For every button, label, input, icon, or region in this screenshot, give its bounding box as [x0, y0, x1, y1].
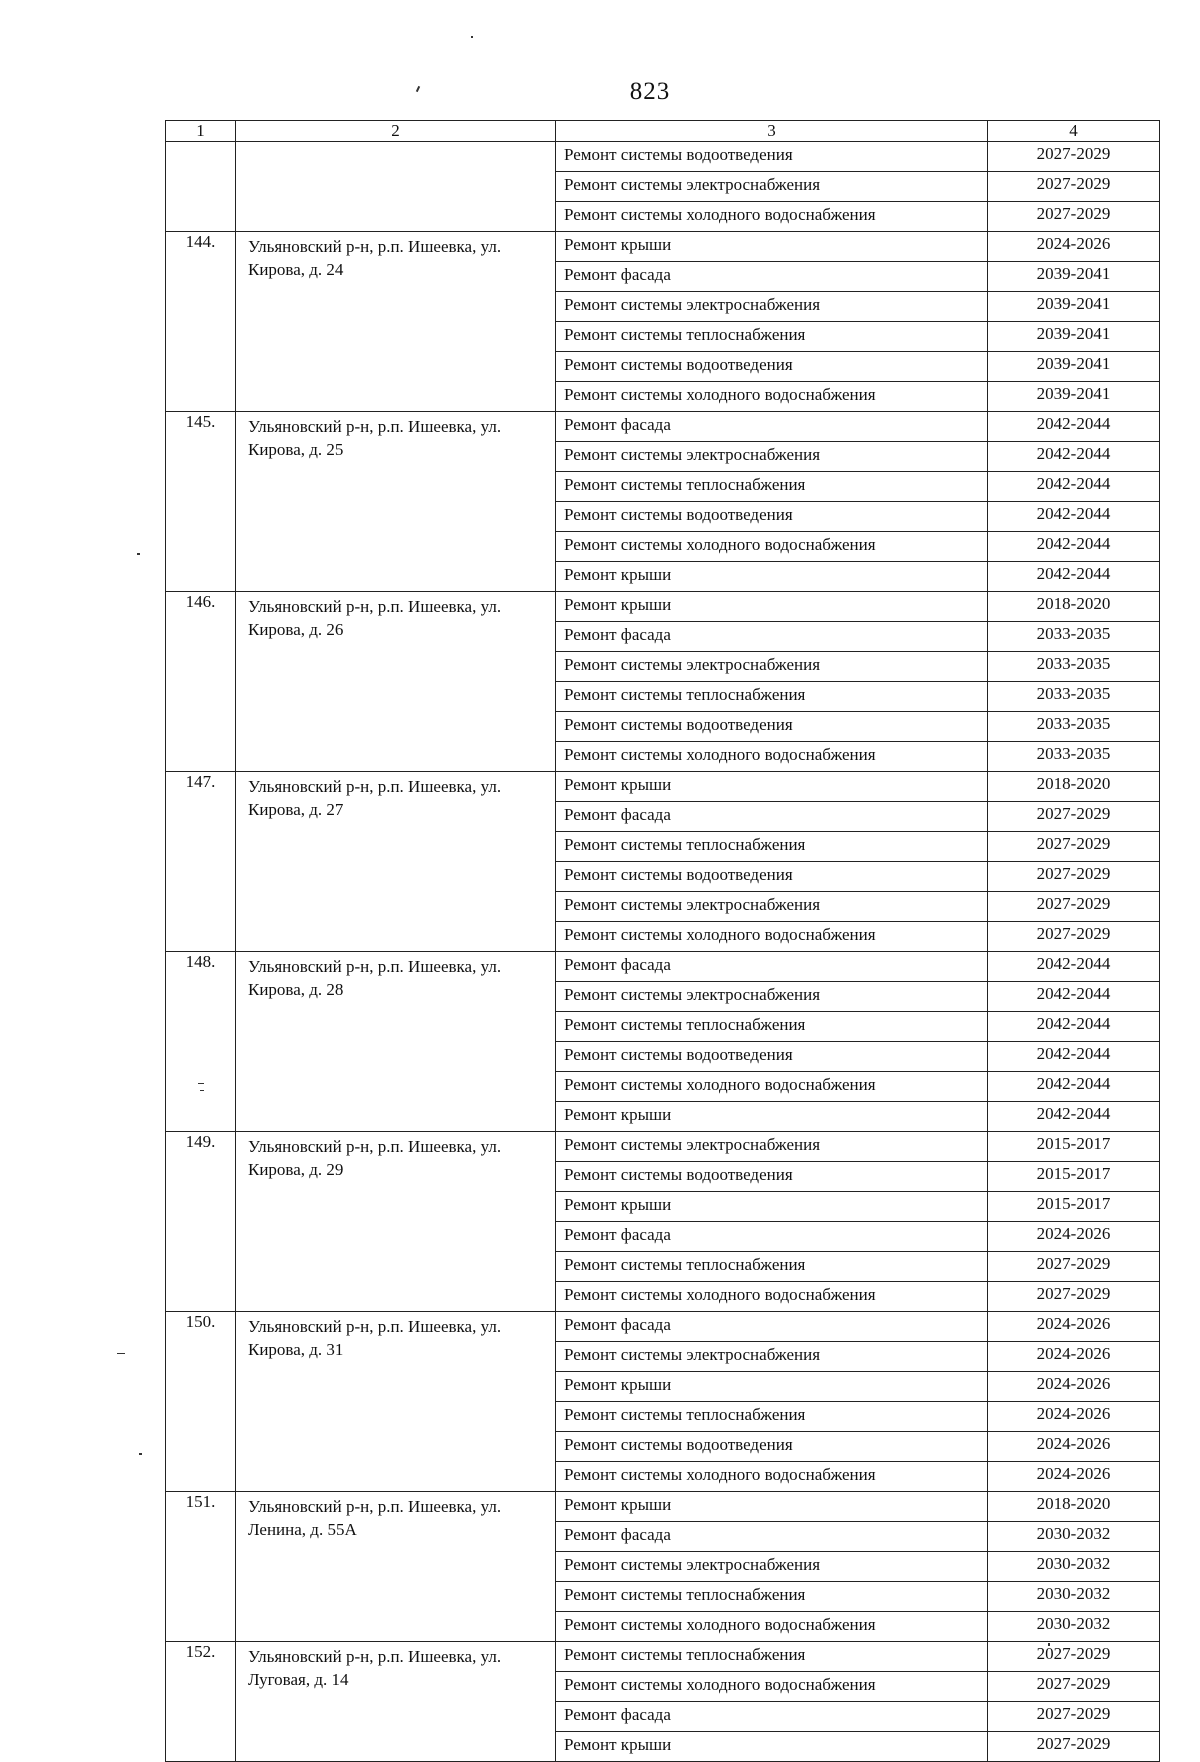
work-type-cell: Ремонт крыши [556, 1192, 988, 1222]
period-cell: 2030-2032 [988, 1582, 1160, 1612]
address-cell [236, 142, 556, 232]
period-cell: 2027-2029 [988, 1282, 1160, 1312]
address-cell: Ульяновский р-н, р.п. Ишеевка, ул. Кирова, д. 25 [236, 412, 556, 592]
address-cell: Ульяновский р-н, р.п. Ишеевка, ул. Кирова, д. 31 [236, 1312, 556, 1492]
scan-speck [139, 1453, 142, 1455]
period-cell: 2015-2017 [988, 1192, 1160, 1222]
period-cell: 2024-2026 [988, 1432, 1160, 1462]
work-type-cell: Ремонт фасада [556, 1222, 988, 1252]
scan-speck [117, 1353, 125, 1354]
work-type-cell: Ремонт системы теплоснабжения [556, 832, 988, 862]
period-cell: 2039-2041 [988, 262, 1160, 292]
address-cell: Ульяновский р-н, р.п. Ишеевка, ул. Кирова, д. 29 [236, 1132, 556, 1312]
period-cell: 2027-2029 [988, 142, 1160, 172]
period-cell: 2018-2020 [988, 1492, 1160, 1522]
column-header: 4 [988, 121, 1160, 142]
address-cell: Ульяновский р-н, р.п. Ишеевка, ул. Кирова, д. 24 [236, 232, 556, 412]
column-header: 2 [236, 121, 556, 142]
row-number-cell: 151. [166, 1492, 236, 1642]
work-type-cell: Ремонт системы холодного водоснабжения [556, 202, 988, 232]
table-row [166, 1492, 1160, 1522]
row-number-cell: 145. [166, 412, 236, 592]
period-cell: 2024-2026 [988, 1402, 1160, 1432]
work-type-cell: Ремонт системы теплоснабжения [556, 1252, 988, 1282]
work-type-cell: Ремонт системы холодного водоснабжения [556, 1462, 988, 1492]
work-type-cell: Ремонт крыши [556, 772, 988, 802]
period-cell: 2024-2026 [988, 1462, 1160, 1492]
period-cell: 2042-2044 [988, 472, 1160, 502]
period-cell: 2039-2041 [988, 322, 1160, 352]
address-cell: Ульяновский р-н, р.п. Ишеевка, ул. Кирова, д. 28 [236, 952, 556, 1132]
period-cell: 2042-2044 [988, 1072, 1160, 1102]
period-cell: 2042-2044 [988, 1012, 1160, 1042]
period-cell: 2039-2041 [988, 382, 1160, 412]
work-type-cell: Ремонт крыши [556, 592, 988, 622]
period-cell: 2024-2026 [988, 1372, 1160, 1402]
row-number-cell: 150. [166, 1312, 236, 1492]
period-cell: 2042-2044 [988, 1102, 1160, 1132]
table-row [166, 1642, 1160, 1672]
period-cell: 2027-2029 [988, 1672, 1160, 1702]
row-number-cell: 149. [166, 1132, 236, 1312]
work-type-cell: Ремонт системы холодного водоснабжения [556, 1612, 988, 1642]
work-type-cell: Ремонт системы холодного водоснабжения [556, 382, 988, 412]
period-cell: 2024-2026 [988, 1342, 1160, 1372]
row-number-cell [166, 142, 236, 232]
work-type-cell: Ремонт системы водоотведения [556, 352, 988, 382]
work-type-cell: Ремонт фасада [556, 622, 988, 652]
row-number-cell: 147. [166, 772, 236, 952]
period-cell: 2027-2029 [988, 1732, 1160, 1762]
work-type-cell: Ремонт системы теплоснабжения [556, 1012, 988, 1042]
work-type-cell: Ремонт фасада [556, 412, 988, 442]
work-type-cell: Ремонт системы холодного водоснабжения [556, 532, 988, 562]
work-type-cell: Ремонт системы электроснабжения [556, 1342, 988, 1372]
table-row [166, 1132, 1160, 1162]
work-type-cell: Ремонт системы водоотведения [556, 142, 988, 172]
work-type-cell: Ремонт системы водоотведения [556, 502, 988, 532]
work-type-cell: Ремонт системы холодного водоснабжения [556, 922, 988, 952]
period-cell: 2030-2032 [988, 1522, 1160, 1552]
period-cell: 2027-2029 [988, 172, 1160, 202]
period-cell: 2024-2026 [988, 1222, 1160, 1252]
work-type-cell: Ремонт системы электроснабжения [556, 172, 988, 202]
work-type-cell: Ремонт системы теплоснабжения [556, 472, 988, 502]
period-cell: 2033-2035 [988, 622, 1160, 652]
period-cell: 2042-2044 [988, 562, 1160, 592]
work-type-cell: Ремонт крыши [556, 1732, 988, 1762]
period-cell: 2027-2029 [988, 1252, 1160, 1282]
work-type-cell: Ремонт системы теплоснабжения [556, 1582, 988, 1612]
row-number-cell: 152. [166, 1642, 236, 1762]
table-row [166, 232, 1160, 262]
table-row [166, 592, 1160, 622]
row-number-cell: 146. [166, 592, 236, 772]
period-cell: 2033-2035 [988, 652, 1160, 682]
work-type-cell: Ремонт системы электроснабжения [556, 1552, 988, 1582]
period-cell: 2042-2044 [988, 412, 1160, 442]
work-type-cell: Ремонт крыши [556, 562, 988, 592]
period-cell: 2027-2029 [988, 802, 1160, 832]
period-cell: 2039-2041 [988, 352, 1160, 382]
period-cell: 2030-2032 [988, 1552, 1160, 1582]
work-type-cell: Ремонт системы электроснабжения [556, 982, 988, 1012]
address-cell: Ульяновский р-н, р.п. Ишеевка, ул. Кирова, д. 27 [236, 772, 556, 952]
work-type-cell: Ремонт системы электроснабжения [556, 1132, 988, 1162]
address-cell: Ульяновский р-н, р.п. Ишеевка, ул. Кирова, д. 26 [236, 592, 556, 772]
work-type-cell: Ремонт фасада [556, 952, 988, 982]
work-type-cell: Ремонт системы электроснабжения [556, 292, 988, 322]
work-type-cell: Ремонт системы теплоснабжения [556, 682, 988, 712]
scan-speck [137, 553, 140, 555]
column-header: 3 [556, 121, 988, 142]
period-cell: 2027-2029 [988, 862, 1160, 892]
period-cell: 2024-2026 [988, 232, 1160, 262]
work-type-cell: Ремонт крыши [556, 1372, 988, 1402]
page-number: 823 [629, 78, 671, 105]
period-cell: 2039-2041 [988, 292, 1160, 322]
period-cell: 2027-2029 [988, 1642, 1160, 1672]
period-cell: 2024-2026 [988, 1312, 1160, 1342]
repair-schedule-table [165, 120, 1160, 1762]
row-number-cell: 148. [166, 952, 236, 1132]
column-numbers-row [166, 121, 1160, 142]
period-cell: 2033-2035 [988, 682, 1160, 712]
work-type-cell: Ремонт фасада [556, 262, 988, 292]
table-row [166, 412, 1160, 442]
table-row [166, 142, 1160, 172]
period-cell: 2042-2044 [988, 982, 1160, 1012]
work-type-cell: Ремонт крыши [556, 1492, 988, 1522]
scan-speck [471, 36, 473, 38]
period-cell: 2033-2035 [988, 742, 1160, 772]
work-type-cell: Ремонт фасада [556, 1312, 988, 1342]
work-type-cell: Ремонт системы водоотведения [556, 712, 988, 742]
table-body [166, 142, 1160, 1762]
table-row [166, 952, 1160, 982]
period-cell: 2042-2044 [988, 502, 1160, 532]
period-cell: 2042-2044 [988, 532, 1160, 562]
work-type-cell: Ремонт системы электроснабжения [556, 442, 988, 472]
work-type-cell: Ремонт системы электроснабжения [556, 652, 988, 682]
period-cell: 2018-2020 [988, 772, 1160, 802]
work-type-cell: Ремонт системы холодного водоснабжения [556, 1282, 988, 1312]
work-type-cell: Ремонт фасада [556, 802, 988, 832]
work-type-cell: Ремонт системы холодного водоснабжения [556, 1672, 988, 1702]
period-cell: 2015-2017 [988, 1132, 1160, 1162]
work-type-cell: Ремонт системы водоотведения [556, 1042, 988, 1072]
work-type-cell: Ремонт системы холодного водоснабжения [556, 1072, 988, 1102]
row-number-cell: 144. [166, 232, 236, 412]
work-type-cell: Ремонт крыши [556, 232, 988, 262]
work-type-cell: Ремонт системы теплоснабжения [556, 322, 988, 352]
work-type-cell: Ремонт фасада [556, 1522, 988, 1552]
column-header: 1 [166, 121, 236, 142]
period-cell: 2027-2029 [988, 832, 1160, 862]
work-type-cell: Ремонт системы теплоснабжения [556, 1642, 988, 1672]
work-type-cell: Ремонт системы холодного водоснабжения [556, 742, 988, 772]
period-cell: 2027-2029 [988, 1702, 1160, 1732]
work-type-cell: Ремонт системы водоотведения [556, 1162, 988, 1192]
work-type-cell: Ремонт системы водоотведения [556, 862, 988, 892]
period-cell: 2042-2044 [988, 952, 1160, 982]
work-type-cell: Ремонт фасада [556, 1702, 988, 1732]
period-cell: 2042-2044 [988, 442, 1160, 472]
address-cell: Ульяновский р-н, р.п. Ишеевка, ул. Луговая, д. 14 [236, 1642, 556, 1762]
table-row [166, 772, 1160, 802]
work-type-cell: Ремонт системы электроснабжения [556, 892, 988, 922]
period-cell: 2042-2044 [988, 1042, 1160, 1072]
period-cell: 2027-2029 [988, 892, 1160, 922]
work-type-cell: Ремонт системы водоотведения [556, 1432, 988, 1462]
period-cell: 2033-2035 [988, 712, 1160, 742]
period-cell: 2018-2020 [988, 592, 1160, 622]
address-cell: Ульяновский р-н, р.п. Ишеевка, ул. Ленина, д. 55А [236, 1492, 556, 1642]
period-cell: 2030-2032 [988, 1612, 1160, 1642]
period-cell: 2027-2029 [988, 922, 1160, 952]
period-cell: 2015-2017 [988, 1162, 1160, 1192]
period-cell: 2027-2029 [988, 202, 1160, 232]
work-type-cell: Ремонт крыши [556, 1102, 988, 1132]
work-type-cell: Ремонт системы теплоснабжения [556, 1402, 988, 1432]
table-row [166, 1312, 1160, 1342]
